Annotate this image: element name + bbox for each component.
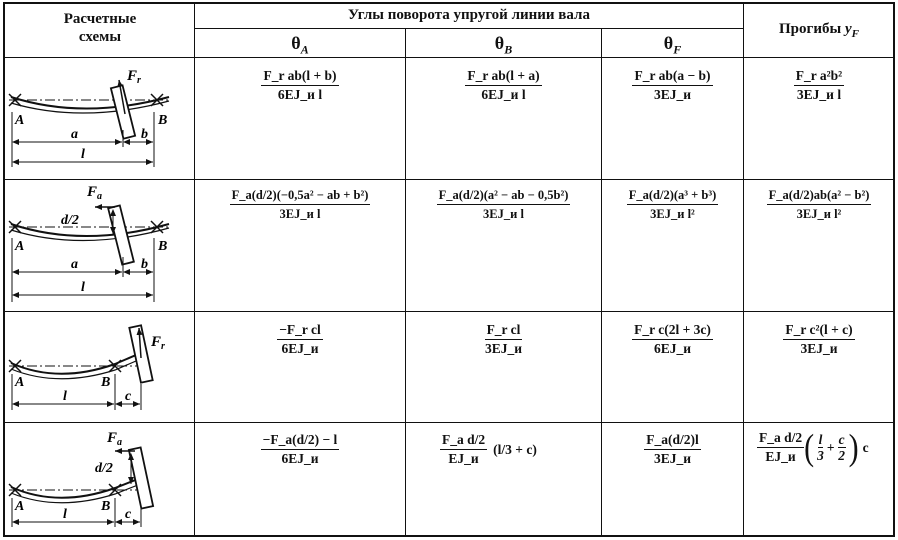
formula-r2-y-F-den: 3EJ_и l²: [796, 207, 842, 221]
formula-r4-theta-B-den: EJ_и: [448, 451, 479, 466]
header-theta-A: [196, 33, 404, 58]
formula-r2-theta-B-num: F_a(d/2)(a² − ab − 0,5b²): [437, 187, 571, 205]
scheme-2-label-a: a: [71, 257, 78, 272]
header-schemes-line1: Расчетные: [63, 11, 137, 27]
formula-r1-y-F: [745, 68, 893, 103]
scheme-3-label-B: B: [101, 375, 111, 390]
formula-r4-y-F-lparen: (: [804, 426, 815, 468]
formula-r3-theta-A-num: −F_r cl: [277, 322, 323, 340]
scheme-diagrams: [3, 2, 197, 537]
formula-r1-theta-B: [407, 68, 600, 103]
header-schemes-line2: схемы: [78, 29, 122, 45]
scheme-4: [9, 430, 153, 527]
scheme-2-label-B: B: [158, 239, 168, 254]
formula-r2-theta-F-num: F_a(d/2)(a³ + b³): [627, 187, 719, 205]
theta-F-sub: F: [673, 42, 682, 57]
theta-symbol: θ: [291, 33, 301, 53]
scheme-4-label-B: B: [101, 499, 111, 514]
formula-r2-theta-A-den: 3EJ_и l: [279, 207, 321, 221]
scheme-2-label-l: l: [81, 280, 85, 295]
scheme-1-label-B: B: [158, 113, 168, 128]
formula-r4-y-F-den: EJ_и: [765, 449, 796, 464]
formula-r1-theta-A-den: 6EJ_и l: [277, 87, 323, 102]
header-deflection-sub: F: [851, 28, 859, 40]
frac-l-den: 3: [817, 448, 824, 463]
formula-r1-theta-F-num: F_r ab(a − b): [632, 68, 712, 86]
scheme-2: [9, 184, 169, 302]
formula-r4-theta-B: [440, 432, 537, 467]
formula-r3-theta-F-den: 6EJ_и: [653, 341, 692, 356]
formula-r3-y-F-num: F_r c²(l + c): [783, 322, 854, 340]
theta-B-sub: B: [504, 42, 513, 57]
scheme-1-label-b: b: [141, 127, 148, 142]
formula-r4-y-F-rparen: ): [848, 426, 859, 468]
scheme-4-label-l: l: [63, 507, 67, 522]
header-subrule: [195, 28, 743, 29]
scheme-1-label-A: A: [15, 113, 25, 128]
scheme-4-label-c: c: [125, 507, 132, 522]
formula-r2-y-F: [745, 187, 893, 222]
formula-r2-theta-F-den: 3EJ_и l²: [650, 207, 695, 221]
formula-r4-theta-F: [603, 432, 742, 467]
scheme-1-force-label: $F_r$: [127, 68, 141, 86]
scheme-1: [9, 68, 169, 167]
formula-r1-y-F-den: 3EJ_и l: [796, 87, 842, 102]
scheme-3-label-l: l: [63, 389, 67, 404]
header-theta-B: [407, 33, 600, 58]
scheme-4-force-label: $F_a$: [107, 430, 123, 448]
formula-r4-y-F-plus: +: [826, 439, 835, 455]
formula-r3-y-F-den: 3EJ_и: [800, 341, 838, 356]
formula-r1-theta-F: [603, 68, 742, 103]
formula-r4-theta-B-num: F_a d/2: [440, 432, 487, 450]
formula-r1-theta-B-num: F_r ab(l + a): [465, 68, 541, 86]
formula-r3-theta-B-num: F_r cl: [485, 322, 523, 340]
scheme-4-arm-label: d/2: [95, 461, 113, 476]
scheme-3-force-label: $F_r$: [151, 334, 165, 352]
theta-symbol: θ: [494, 33, 505, 53]
formula-r3-theta-A-den: 6EJ_и: [281, 341, 319, 356]
formula-r4-theta-F-den: 3EJ_и: [653, 451, 692, 466]
formula-r4-theta-A-num: −F_a(d/2) − l: [261, 432, 340, 450]
col-rule-3: [601, 29, 602, 537]
formula-r4-theta-B-tail: (l/3 + c): [493, 441, 537, 457]
formula-r3-theta-B: [407, 322, 600, 357]
scheme-4-label-A: A: [15, 499, 25, 514]
scheme-2-force-label: $F_a$: [87, 184, 103, 202]
formula-r2-theta-F: [603, 187, 742, 222]
formula-r1-y-F-num: F_r a²b²: [794, 68, 844, 86]
scheme-2-label-b: b: [141, 257, 148, 272]
scheme-2-label-A: A: [15, 239, 25, 254]
header-deflection: [745, 20, 893, 43]
header-theta-F: [603, 33, 742, 58]
frac-c-den: 2: [838, 448, 845, 463]
col-rule-4: [743, 2, 744, 537]
formula-r2-theta-B: [407, 187, 600, 222]
formula-r4-y-F-tail: c: [862, 439, 869, 455]
header-angles-group: Углы поворота упругой линии вала: [348, 7, 590, 23]
header-deflection-word: Прогибы: [779, 21, 842, 37]
scheme-4-elastic-line: [11, 477, 143, 498]
formula-r1-theta-F-den: 3EJ_и: [653, 87, 692, 102]
formula-r1-theta-A-num: F_r ab(l + b): [261, 68, 338, 86]
formula-r3-y-F: [745, 322, 893, 357]
col-rule-2: [405, 29, 406, 537]
formula-r3-theta-A: [196, 322, 404, 357]
formula-r3-theta-F-num: F_r c(2l + 3c): [632, 322, 713, 340]
scheme-3-label-c: c: [125, 389, 132, 404]
formula-r1-theta-A: [196, 68, 404, 103]
scheme-3-label-A: A: [15, 375, 25, 390]
theta-symbol: θ: [663, 33, 674, 53]
formula-r4-theta-F-num: F_a(d/2)l: [644, 432, 701, 450]
formula-r4-y-F-frac-c: [838, 432, 846, 463]
formula-r1-theta-B-den: 6EJ_и l: [481, 87, 526, 102]
frac-c-num: c: [838, 432, 845, 447]
scheme-2-arm-label: d/2: [61, 213, 79, 228]
scheme-4-gear: [129, 447, 153, 508]
formula-r4-y-F: [757, 426, 869, 468]
formula-r4-y-F-num: F_a d/2: [757, 430, 804, 448]
scheme-3-elastic-line: [11, 352, 143, 374]
formula-r2-theta-A: [196, 187, 404, 222]
scheme-1-label-l: l: [81, 147, 85, 162]
formula-r3-theta-F: [603, 322, 742, 357]
formula-r2-theta-A-num: F_a(d/2)(−0,5a² − ab + b²): [230, 187, 371, 205]
formula-r4-theta-A: [196, 432, 404, 467]
frac-l-num: l: [818, 432, 823, 447]
scheme-3: [9, 325, 165, 410]
formula-r4-theta-A-den: 6EJ_и: [281, 451, 319, 466]
header-deflection-symbol: y: [844, 21, 852, 37]
scheme-1-label-a: a: [71, 127, 78, 142]
formula-r3-theta-B-den: 3EJ_и: [484, 341, 523, 356]
formula-r2-theta-B-den: 3EJ_и l: [483, 207, 524, 221]
formula-r4-y-F-frac-l: [817, 432, 824, 463]
theta-A-sub: A: [300, 42, 309, 57]
formula-r2-y-F-num: F_a(d/2)ab(a² − b²): [767, 187, 872, 205]
